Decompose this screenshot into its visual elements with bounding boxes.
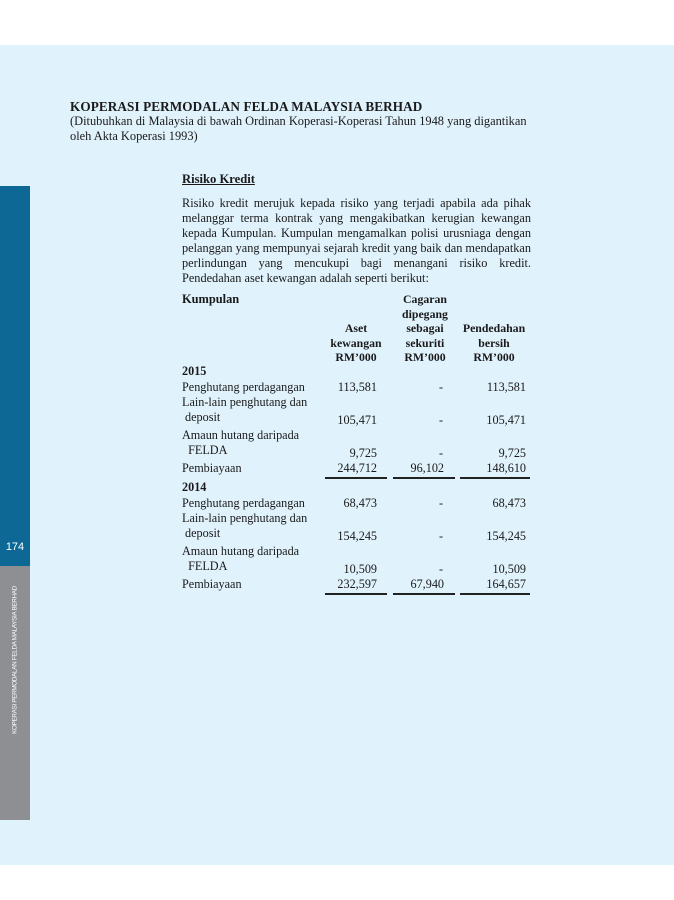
row-label [182,428,530,443]
row-label [182,511,530,526]
total-underline [460,477,530,479]
column-header-line: RM’000 [335,350,377,364]
row-label-text: Lain-lain penghutang dan [182,511,308,525]
row-label [182,544,530,559]
cell-value: 10,509 [343,562,377,576]
row-label-text: Amaun hutang daripada [182,544,300,558]
row-label-text: Amaun hutang daripada [182,428,300,442]
table-row-values [182,496,530,511]
cell-value: - [439,529,444,543]
cell-value: 105,471 [337,413,377,427]
cell-value: - [439,446,444,460]
column-header-line: RM’000 [473,350,515,364]
cell-value: - [439,380,444,394]
column-header-line: dipegang [402,306,448,321]
row-label-text: FELDA [182,559,228,573]
column-header-line: sebagai [406,321,444,335]
total-underline [460,593,530,595]
side-tab-vertical-text: KOPERASI PERMODALAN FELDA MALAYSIA BERHAD [11,586,19,734]
column-header-line: sekuriti [405,335,445,350]
cell-value: 232,597 [337,577,377,591]
cell-value: 105,471 [486,413,526,427]
table-row-values [182,577,530,592]
section-title: Risiko Kredit [182,172,255,186]
column-header-line: bersih [478,335,510,350]
cell-value: - [439,562,444,576]
company-name: KOPERASI PERMODALAN FELDA MALAYSIA BERHAD [70,99,423,114]
column-header-line: Pendedahan [462,321,526,335]
cell-value: 96,102 [410,461,444,475]
total-underline [393,477,455,479]
cell-value: 68,473 [492,496,526,510]
year-heading: 2015 [182,364,207,378]
column-header-line: Aset [344,321,368,335]
table-row-values [182,461,530,476]
table-row-values [182,529,530,544]
row-label-text: deposit [182,526,221,540]
row-label-text: Lain-lain penghutang dan [182,395,308,409]
group-label: Kumpulan [182,292,240,306]
cell-value: - [439,413,444,427]
total-underline [325,477,387,479]
column-header-line: RM’000 [404,350,446,364]
cell-value: 67,940 [410,577,444,591]
side-tab-blue [0,186,30,566]
row-label-text: Pembiayaan [182,461,242,475]
row-label [182,395,530,410]
row-label-text: deposit [182,410,221,424]
row-label-text: Pembiayaan [182,577,242,591]
cell-value: - [439,496,444,510]
column-header-cagaran [392,292,458,365]
year-heading: 2014 [182,480,207,494]
column-header-pendedahan-bersih [458,321,530,365]
total-underline [325,593,387,595]
cell-value: 244,712 [337,461,377,475]
row-label-text: Penghutang perdagangan [182,496,305,510]
column-header-line: kewangan [330,335,382,350]
table-row-values [182,562,530,577]
cell-value: 154,245 [486,529,526,543]
cell-value: 154,245 [337,529,377,543]
cell-value: 113,581 [337,380,377,394]
cell-value: 68,473 [343,496,377,510]
column-header-line: Cagaran [403,292,447,306]
cell-value: 148,610 [486,461,526,475]
table-row-values [182,413,530,428]
cell-value: 164,657 [486,577,526,591]
section-paragraph: Risiko kredit merujuk kepada risiko yang terjadi apabila ada pihak melanggar terma kontrak yang mengakibatkan kerugian kewangan kepada Kumpulan. Kumpulan mengamalkan polisi urusniaga dengan pelanggan yang mempunyai sejarah kredit yang baik dan mendapatkan perlindungan yang mencukupi bagi menangani risiko kredit. Pendedahan aset kewangan adalah seperti berikut: [182,196,531,285]
row-label-text: FELDA [182,443,228,457]
row-label-text: Penghutang perdagangan [182,380,305,394]
table-row-values [182,380,530,395]
company-subtitle: (Ditubuhkan di Malaysia di bawah Ordinan Koperasi-Koperasi Tahun 1948 yang digantikan oleh Akta Koperasi 1993) [70,114,527,143]
table-row-values [182,446,530,461]
cell-value: 9,725 [498,446,526,460]
column-header-aset-kewangan [324,321,388,365]
cell-value: 9,725 [349,446,377,460]
cell-value: 10,509 [492,562,526,576]
total-underline [393,593,455,595]
page-number: 174 [5,541,25,553]
cell-value: 113,581 [486,380,526,394]
